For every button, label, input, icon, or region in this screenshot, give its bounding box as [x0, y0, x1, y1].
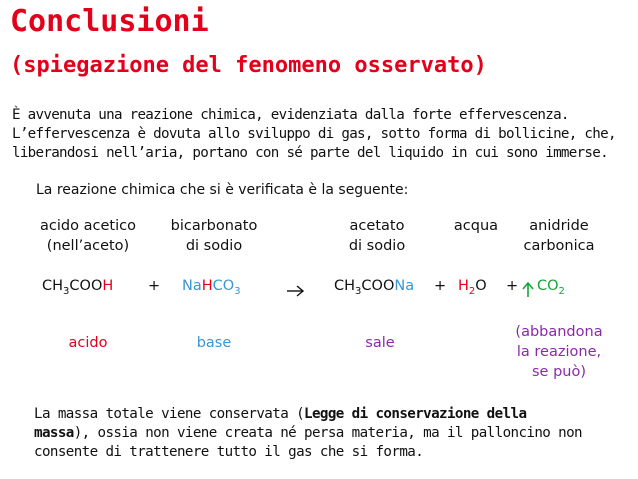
header-line: di sodio	[348, 238, 406, 254]
formula-text: CH	[334, 278, 356, 294]
conclusion-line	[34, 405, 624, 424]
formula-hydrogen: H	[201, 278, 213, 294]
header-bicarbonate	[158, 216, 270, 256]
formula-text: CH	[42, 278, 64, 294]
role-acid: acido	[68, 335, 108, 351]
formula-bicarbonate	[182, 278, 241, 297]
law-name: massa	[34, 425, 74, 441]
role-base: base	[196, 335, 232, 351]
plus-sign: +	[506, 278, 519, 294]
role-salt: sale	[365, 335, 395, 351]
formula-hydrogen: H	[458, 278, 469, 294]
formula-sodium: Na	[394, 278, 415, 294]
formula-subscript: 2	[558, 286, 565, 297]
header-line: anidride	[529, 218, 589, 234]
paragraph-line: L’effervescenza è dovuta allo sviluppo di gas, sotto forma di bollicine, che,	[12, 126, 616, 142]
conclusion-text: ), ossia non viene creata né persa materia, ma il palloncino non	[73, 425, 582, 441]
formula-carbonate: CO	[212, 278, 235, 294]
right-arrow-icon	[286, 280, 306, 299]
law-name: Legge di conservazione della	[304, 406, 527, 422]
formula-carbon-dioxide	[537, 278, 565, 297]
formula-text: COO	[69, 278, 103, 294]
formula-water	[458, 278, 487, 297]
formula-text: CO	[537, 278, 559, 294]
formula-subscript: 2	[468, 286, 476, 297]
header-line: bicarbonato	[170, 218, 258, 234]
plus-sign: +	[148, 278, 161, 294]
explanation-paragraph	[12, 106, 628, 163]
header-acetic-acid	[30, 216, 146, 256]
slide-subtitle: (spiegazione del fenomeno osservato)	[10, 53, 487, 78]
conclusion-text: La massa totale viene conservata (	[34, 406, 305, 422]
header-line: carbonica	[523, 238, 595, 254]
header-line: di sodio	[185, 238, 243, 254]
paragraph-line: liberandosi nell’aria, portano con sé parte del liquido in cui sono immerse.	[12, 145, 608, 161]
formula-acetate	[334, 278, 415, 297]
formula-sodium: Na	[182, 278, 202, 294]
formula-acidic-hydrogen: H	[102, 278, 114, 294]
formula-subscript: 3	[355, 286, 362, 297]
conclusion-paragraph	[34, 405, 624, 462]
up-arrow-icon	[522, 279, 534, 298]
header-line: acqua	[453, 218, 499, 234]
paragraph-line: È avvenuta una reazione chimica, evidenziata dalla forte effervescenza.	[12, 107, 569, 123]
role-gas-line: se può)	[531, 364, 586, 380]
formula-text: COO	[361, 278, 395, 294]
slide-title: Conclusioni	[10, 4, 209, 39]
conclusion-line	[34, 424, 624, 443]
formula-oxygen: O	[475, 278, 487, 294]
header-line: acetato	[349, 218, 405, 234]
header-line: (nell’aceto)	[46, 238, 130, 254]
header-carbon-dioxide	[514, 216, 604, 256]
header-water	[446, 216, 506, 236]
role-gas-line: la reazione,	[516, 344, 602, 360]
plus-sign: +	[434, 278, 447, 294]
formula-acetic-acid	[42, 278, 114, 297]
role-gas-line: (abbandona	[515, 324, 603, 340]
formula-subscript: 3	[234, 286, 241, 297]
role-gas	[504, 322, 614, 382]
reaction-intro: La reazione chimica che si è verificata è la seguente:	[36, 182, 409, 198]
header-line: acido acetico	[40, 218, 136, 234]
header-acetate	[336, 216, 418, 256]
conclusion-line: consente di trattenere tutto il gas che si forma.	[34, 444, 424, 460]
formula-subscript: 3	[63, 286, 70, 297]
